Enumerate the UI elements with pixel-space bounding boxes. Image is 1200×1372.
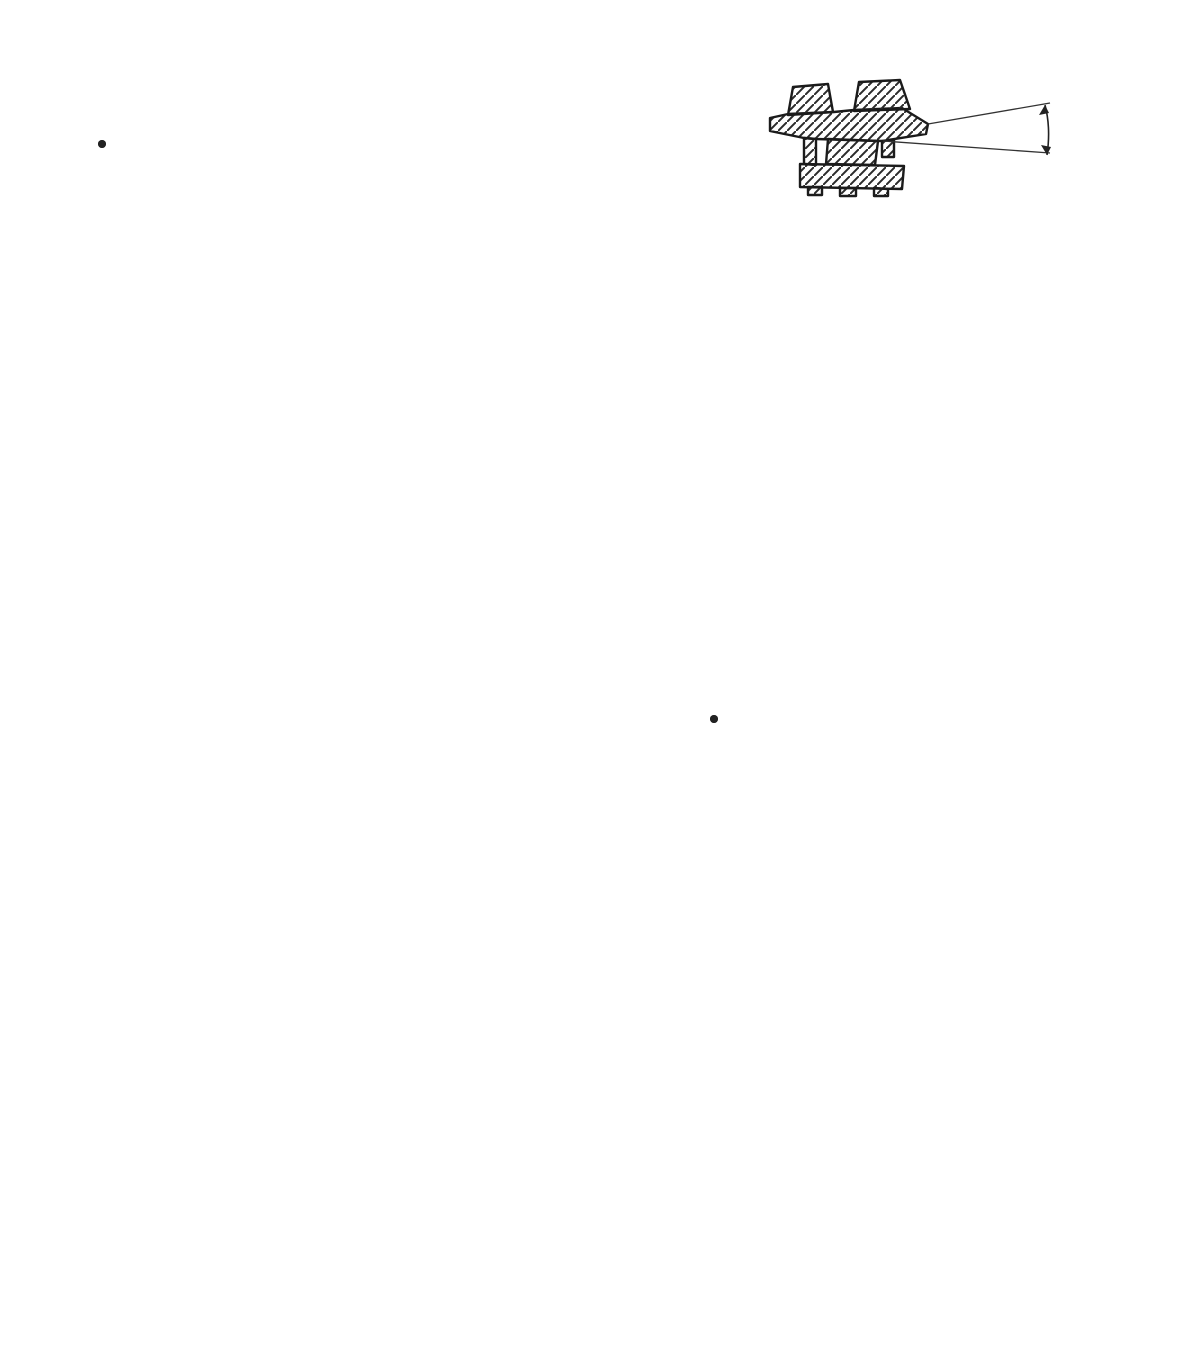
cone640-description <box>640 697 1160 700</box>
bullet-dot <box>98 140 106 148</box>
intro-section <box>95 103 655 127</box>
ring-figure-640 <box>662 903 1154 1372</box>
bullet-dot <box>710 715 718 723</box>
ring-figure-9 <box>85 858 555 1363</box>
cross-section-figure <box>742 68 1122 368</box>
